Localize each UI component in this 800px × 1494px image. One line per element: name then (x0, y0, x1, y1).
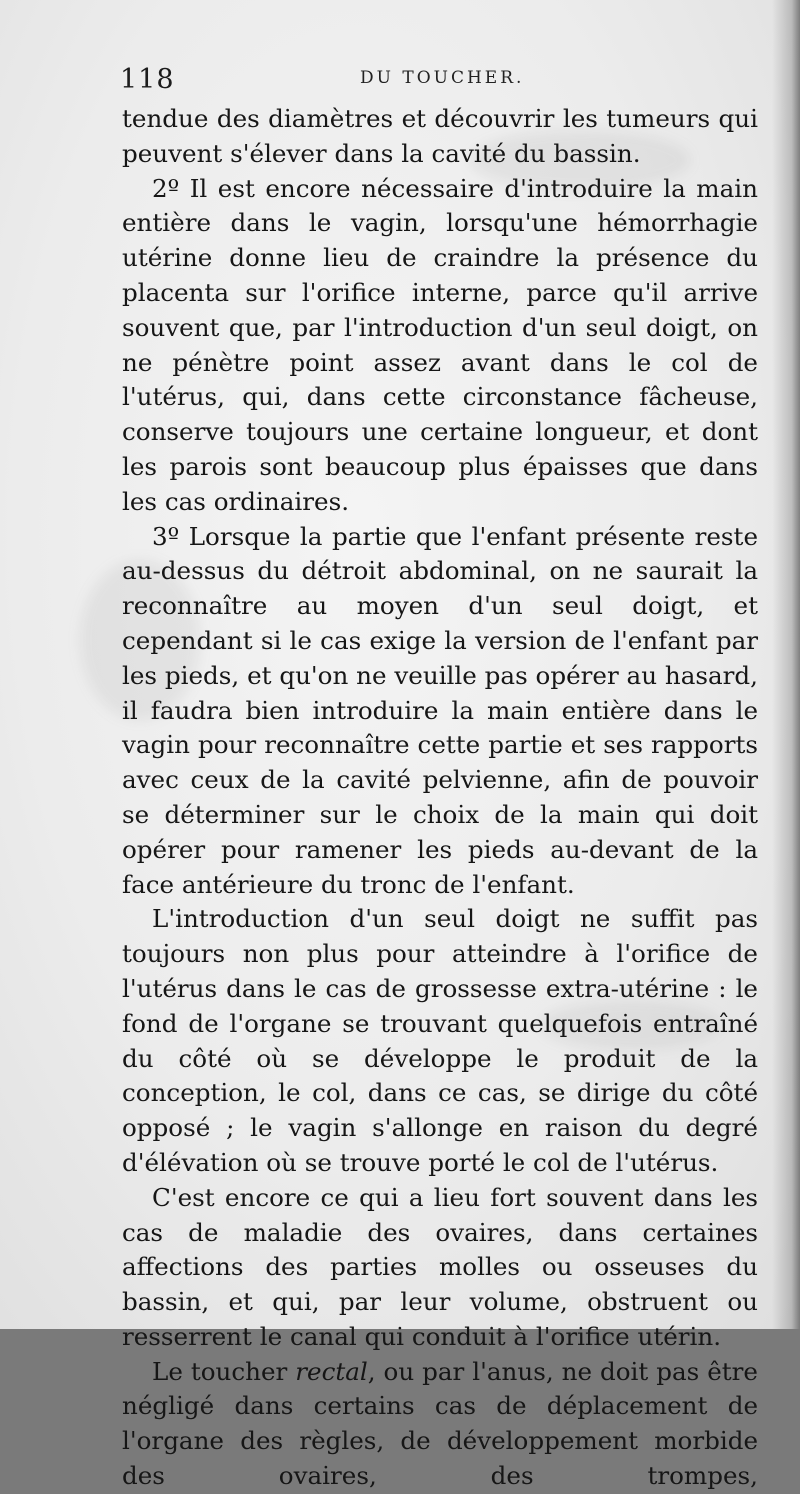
running-title: DU TOUCHER. (360, 68, 525, 88)
paragraph-point-3: 3º Lorsque la partie que l'enfant présente reste au-dessus du détroit abdominal, on ne saurait la reconnaître au moyen d'un seul doigt, et cependant si le cas exige la version de l'enfant par les pieds, et qu'on ne veuille pas opérer au hasard, il faudra bien introduire la main entière dans le vagin pour reconnaître cette partie et ses rapports avec ceux de la cavité pelvienne, afin de pouvoir se déterminer sur le choix de la main qui doit opérer pour ramener les pieds au-devant de la face antérieure du tronc de l'enfant. (122, 521, 758, 899)
paragraph-rectal-touch (122, 1355, 758, 1494)
paragraph-point-2: 2º Il est encore nécessaire d'introduire la main entière dans le vagin, lorsqu'une hémorrhagie utérine donne lieu de craindre la présence du placenta sur l'orifice interne, parce qu'il arrive souvent que, par l'introduction d'un seul doigt, on ne pénètre point assez avant dans le col de l'utérus, qui, dans cette circonstance fâcheuse, conserve toujours une certaine longueur, et dont les parois sont beaucoup plus épaisses que dans les cas ordinaires. (122, 173, 758, 516)
rectal-italic-word: rectal (295, 1356, 368, 1386)
paragraph-ovaries: C'est encore ce qui a lieu fort souvent dans les cas de maladie des ovaires, dans certaines affections des parties molles ou osseuses du bassin, et qui, par leur volume, obstruent ou resserrent le canal qui conduit à l'orifice utérin. (122, 1182, 758, 1351)
page-header (120, 64, 760, 100)
page-edge-shadow (772, 0, 800, 1329)
rectal-text-start: Le toucher (152, 1356, 296, 1386)
paragraph-continuation: tendue des diamètres et découvrir les tumeurs qui peuvent s'élever dans la cavité du bassin. (122, 104, 758, 168)
body-text (122, 102, 758, 1494)
page-number: 118 (120, 64, 175, 95)
rectal-text-rest: , ou par l'anus, ne doit pas être négligé dans certains cas de déplacement de l'organe des règles, de développement morbide des ovaires, des trompes, (122, 1356, 758, 1491)
paragraph-extra-uterine: L'introduction d'un seul doigt ne suffit pas toujours non plus pour atteindre à l'orifice de l'utérus dans le cas de grossesse extra-utérine : le fond de l'organe se trouvant quelquefois entraîné du côté où se développe le produit de la conception, le col, dans ce cas, se dirige du côté opposé ; le vagin s'allonge en raison du degré d'élévation où se trouve porté le col de l'utérus. (122, 904, 758, 1177)
